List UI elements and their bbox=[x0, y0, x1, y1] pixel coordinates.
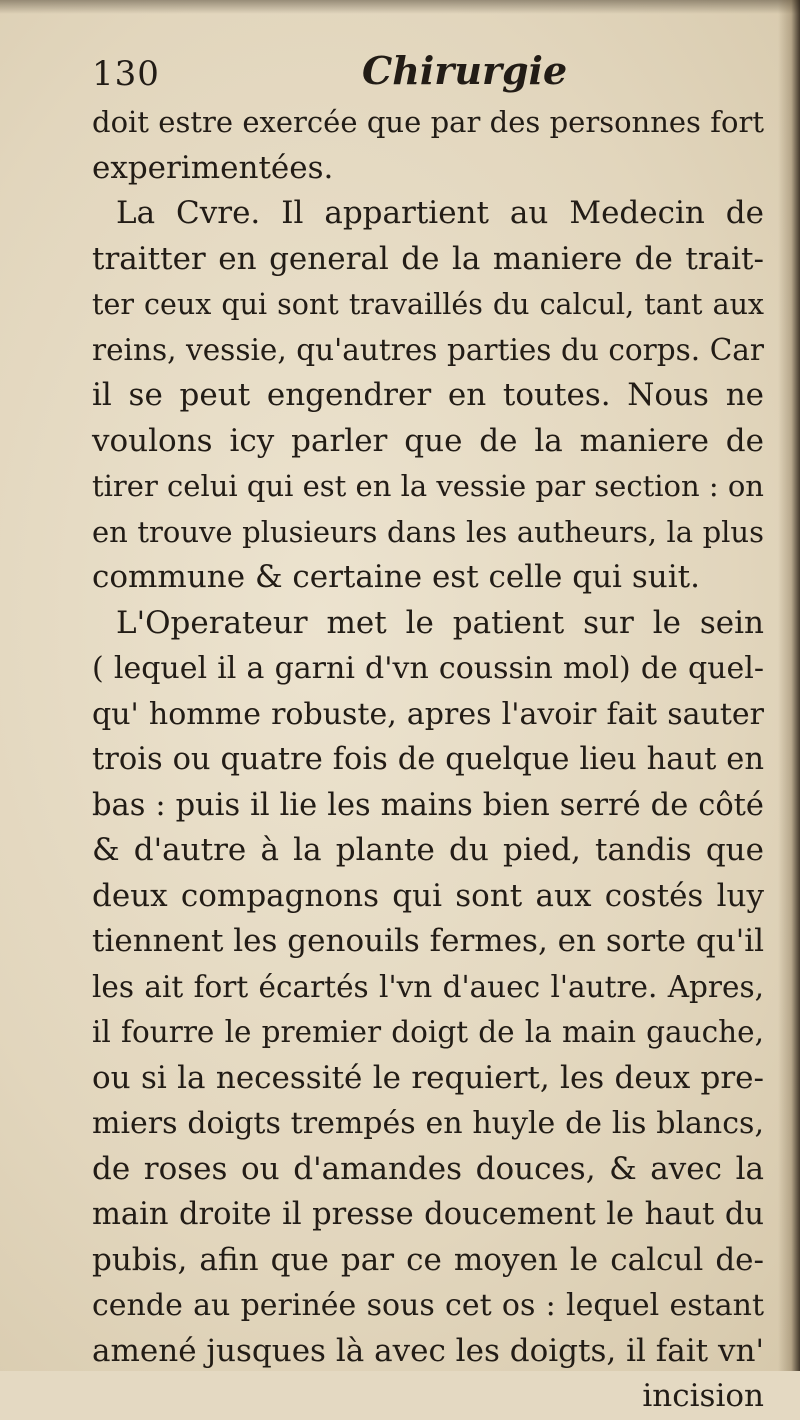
text-line: ou si la necessité le requiert, les deux pre- bbox=[92, 1059, 764, 1096]
page-binding-shadow bbox=[778, 0, 800, 1371]
text-line: commune & certaine est celle qui suit. bbox=[92, 559, 700, 595]
text-line: tiennent les genouils fermes, en sorte qu'il bbox=[92, 923, 765, 959]
paragraph-start-line: L'Operateur met le patient sur le sein bbox=[116, 604, 764, 641]
running-title: Chirurgie bbox=[362, 48, 568, 93]
body-text bbox=[92, 100, 764, 1420]
text-line: & d'autre à la plante du pied, tandis que bbox=[92, 832, 764, 868]
text-line: trois ou quatre fois de quelque lieu haut en bbox=[92, 742, 764, 777]
text-line: experimentées. bbox=[92, 149, 334, 186]
text-line: bas : puis il lie les mains bien serré de côté bbox=[92, 787, 764, 823]
text-line: cende au perinée sous cet os : lequel estant bbox=[92, 1288, 764, 1323]
text-line: miers doigts trempés en huyle de lis blancs, bbox=[92, 1106, 764, 1141]
text-line: traitter en general de la maniere de trait- bbox=[92, 240, 764, 277]
page-top-shadow bbox=[0, 0, 800, 14]
text-line: en trouve plusieurs dans les autheurs, la plus bbox=[92, 514, 764, 549]
text-line: deux compagnons qui sont aux costés luy bbox=[92, 877, 764, 914]
text-line: qu' homme robuste, apres l'avoir fait sauter bbox=[92, 696, 764, 732]
text-line: tirer celui qui est en la vessie par section : on bbox=[92, 469, 764, 503]
text-line: ter ceux qui sont travaillés du calcul, tant aux bbox=[92, 288, 764, 321]
text-line: voulons icy parler que de la maniere de bbox=[92, 422, 764, 459]
page-header bbox=[92, 48, 762, 104]
text-line: main droite il presse doucement le haut du bbox=[92, 1197, 764, 1232]
text-line: ( lequel il a garni d'vn coussin mol) de quel- bbox=[92, 651, 764, 686]
text-line: il se peut engendrer en toutes. Nous ne bbox=[92, 377, 764, 413]
text-line: reins, vessie, qu'autres parties du corps. Car bbox=[92, 332, 764, 367]
page-number: 130 bbox=[92, 54, 160, 94]
text-line: il fourre le premier doigt de la main gauche, bbox=[92, 1015, 764, 1049]
text-line: pubis, afin que par ce moyen le calcul de- bbox=[92, 1241, 764, 1278]
text-line: doit estre exercée que par des personnes fort bbox=[92, 105, 764, 139]
text-line: amené jusques là avec les doigts, il fait vn' bbox=[92, 1332, 764, 1369]
section-heading-line: La Cvre. Il appartient au Medecin de bbox=[116, 195, 764, 231]
text-line: les ait fort écartés l'vn d'auec l'autre. Apres, bbox=[92, 969, 764, 1004]
catchword: incision bbox=[642, 1378, 764, 1414]
text-line: de roses ou d'amandes douces, & avec la bbox=[92, 1150, 764, 1187]
